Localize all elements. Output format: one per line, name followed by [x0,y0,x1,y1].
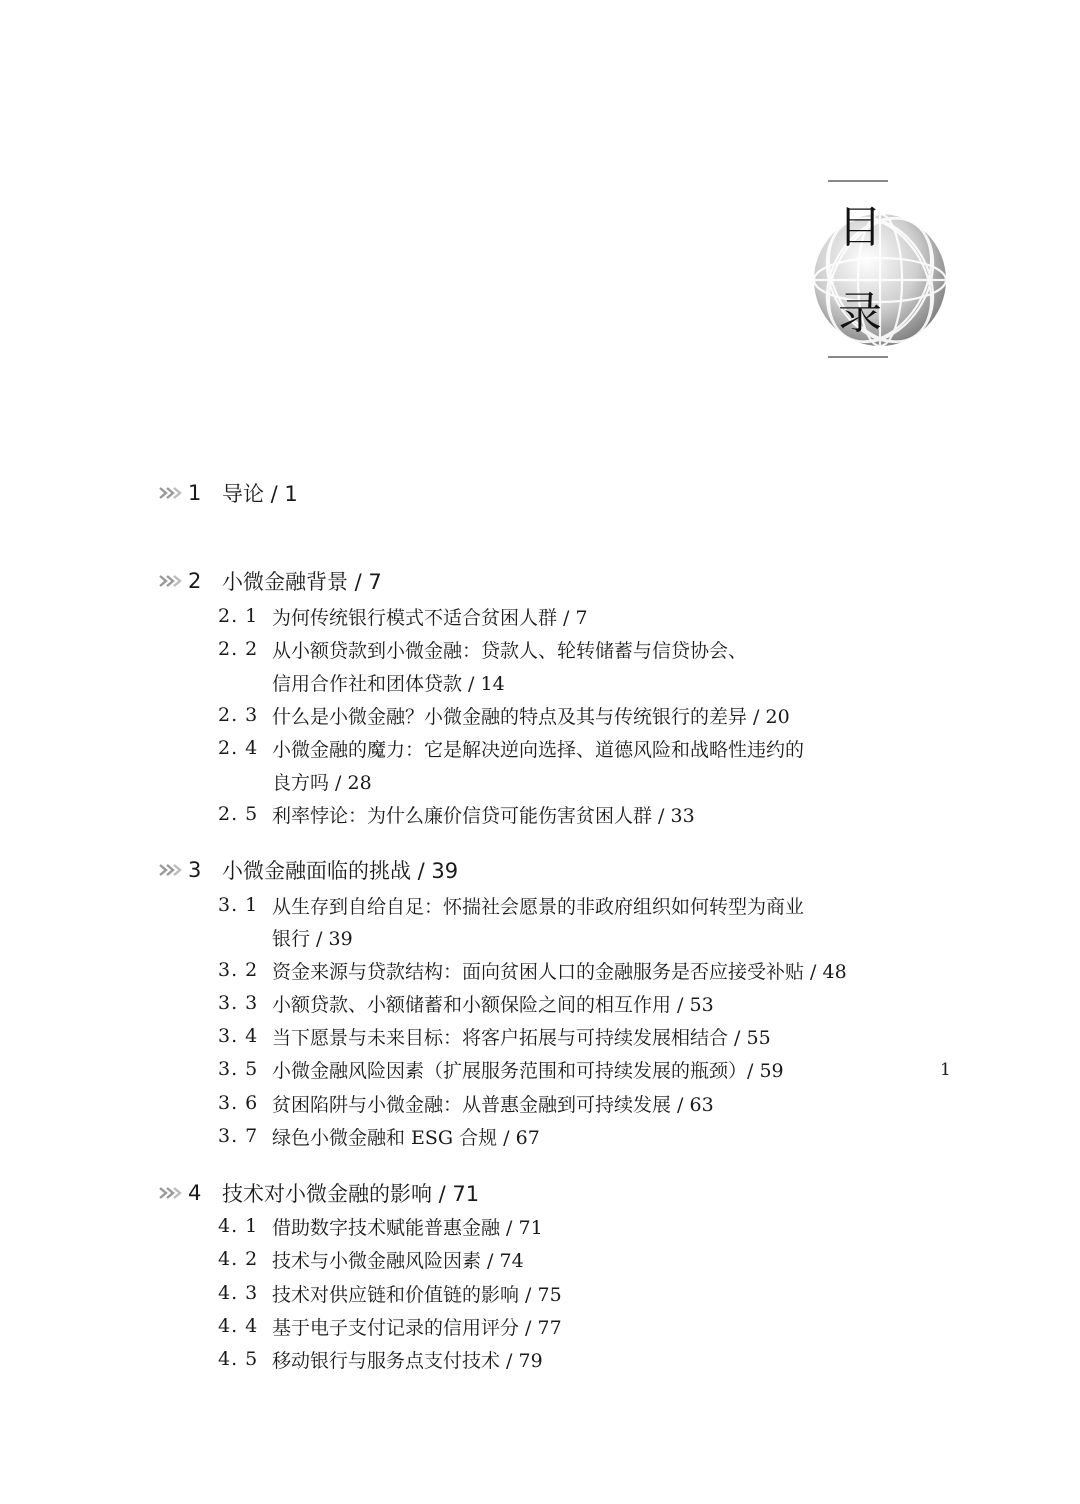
section-4-5[interactable] [218,1345,543,1373]
page-number: 1 [940,1060,951,1080]
chapter-number: 2 [188,569,202,593]
section-3-6[interactable] [218,1089,714,1117]
section-number: 3. 4 [218,1025,259,1047]
section-title: 为何传统银行模式不适合贫困人群 / 7 [272,606,588,629]
section-number: 2. 3 [218,704,259,726]
chapter-2[interactable] [158,566,382,596]
title-top-rule [828,180,888,182]
section-number: 4. 1 [218,1215,259,1237]
section-title: 从生存到自给自足：怀揣社会愿景的非政府组织如何转型为商业 [272,895,805,918]
chapter-number: 3 [188,858,202,882]
double-chevron-icon [158,486,186,500]
section-title: 小微金融风险因素（扩展服务范围和可持续发展的瓶颈）/ 59 [272,1059,784,1082]
section-3-1[interactable] [218,891,804,919]
chapter-title: 小微金融背景 / 7 [222,570,382,594]
section-number: 3. 7 [218,1125,259,1147]
chapter-4[interactable] [158,1178,479,1208]
toc-title-char-1: 目 [838,202,882,253]
section-title: 技术对供应链和价值链的影响 / 75 [272,1283,562,1306]
chapter-title: 导论 / 1 [222,482,298,506]
section-number: 2. 1 [218,605,259,627]
section-4-1[interactable] [218,1212,543,1240]
double-chevron-icon [158,1186,186,1200]
section-title: 什么是小微金融？小微金融的特点及其与传统银行的差异 / 20 [272,705,790,728]
section-3-7[interactable] [218,1122,540,1150]
title-bottom-rule [828,356,888,358]
section-title: 技术与小微金融风险因素 / 74 [272,1249,524,1272]
section-title: 借助数字技术赋能普惠金融 / 71 [272,1216,543,1239]
section-title: 利率悖论：为什么廉价信贷可能伤害贫困人群 / 33 [272,804,695,827]
section-number: 3. 5 [218,1058,259,1080]
section-2-2[interactable] [218,635,747,663]
section-title: 小额贷款、小额储蓄和小额保险之间的相互作用 / 53 [272,993,714,1016]
section-3-1-continued[interactable]: 银行 / 39 [272,927,353,950]
section-title: 绿色小微金融和 ESG 合规 / 67 [272,1126,540,1149]
section-2-5[interactable] [218,800,695,828]
chapter-3[interactable] [158,855,458,885]
double-chevron-icon [158,863,186,877]
chapter-number: 1 [188,481,202,505]
section-3-2[interactable] [218,956,847,984]
section-4-2[interactable] [218,1245,524,1273]
section-3-5[interactable] [218,1055,784,1083]
section-4-3[interactable] [218,1279,562,1307]
section-number: 4. 5 [218,1348,259,1370]
section-3-4[interactable] [218,1022,771,1050]
toc-title-char-2: 录 [838,288,882,339]
section-title: 资金来源与贷款结构：面向贫困人口的金融服务是否应接受补贴 / 48 [272,960,847,983]
section-number: 2. 4 [218,737,259,759]
section-number: 4. 2 [218,1248,259,1270]
section-number: 3. 2 [218,959,259,981]
chapter-title: 小微金融面临的挑战 / 39 [222,859,459,883]
section-number: 3. 1 [218,894,259,916]
section-title: 从小额贷款到小微金融：贷款人、轮转储蓄与信贷协会、 [272,639,748,662]
section-title: 当下愿景与未来目标：将客户拓展与可持续发展相结合 / 55 [272,1026,771,1049]
section-title: 小微金融的魔力：它是解决逆向选择、道德风险和战略性违约的 [272,738,805,761]
section-number: 4. 4 [218,1315,259,1337]
section-2-4-continued[interactable]: 良方吗 / 28 [272,771,372,794]
section-2-4[interactable] [218,734,804,762]
section-3-3[interactable] [218,989,714,1017]
section-number: 2. 2 [218,638,259,660]
chapter-1[interactable] [158,478,298,508]
section-number: 4. 3 [218,1282,259,1304]
section-4-4[interactable] [218,1312,562,1340]
toc-title-block [800,170,960,370]
section-number: 3. 6 [218,1092,259,1114]
chapter-number: 4 [188,1181,202,1205]
section-title: 贫困陷阱与小微金融：从普惠金融到可持续发展 / 63 [272,1093,714,1116]
section-number: 2. 5 [218,803,259,825]
double-chevron-icon [158,574,186,588]
section-number: 3. 3 [218,992,259,1014]
section-title: 基于电子支付记录的信用评分 / 77 [272,1316,562,1339]
section-2-1[interactable] [218,602,588,630]
section-title: 移动银行与服务点支付技术 / 79 [272,1349,543,1372]
section-2-2-continued[interactable]: 信用合作社和团体贷款 / 14 [272,672,505,695]
section-2-3[interactable] [218,701,790,729]
chapter-title: 技术对小微金融的影响 / 71 [222,1182,480,1206]
